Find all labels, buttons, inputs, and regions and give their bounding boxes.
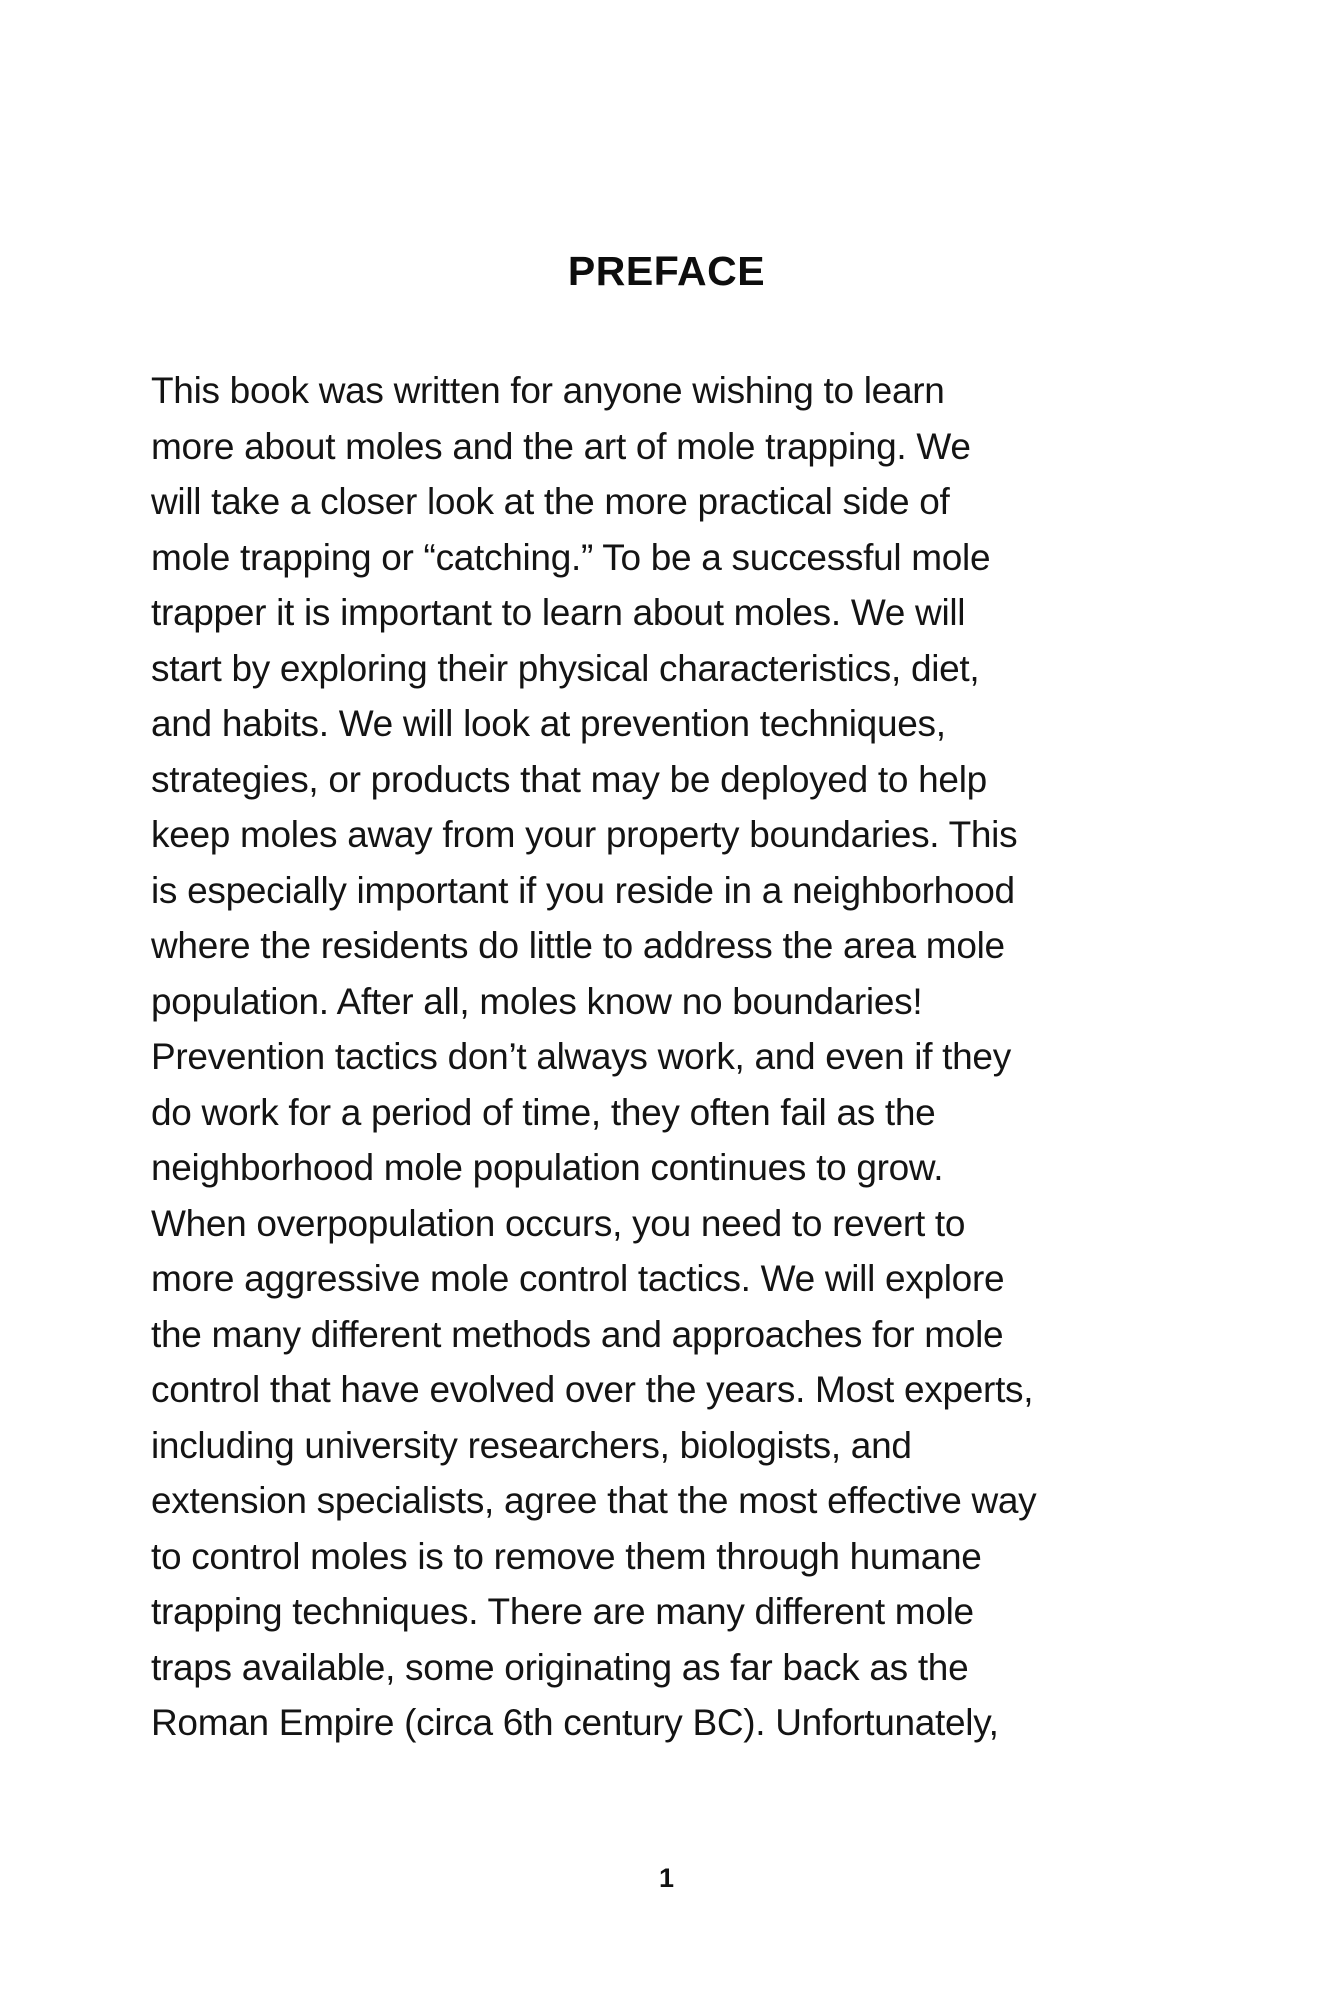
body-line: where the residents do little to address the area mole [151, 925, 1005, 966]
preface-body [151, 363, 1211, 1751]
body-line: neighborhood mole population continues to grow. [151, 1147, 944, 1188]
body-line: do work for a period of time, they often fail as the [151, 1091, 936, 1133]
body-line: This book was written for anyone wishing to learn [151, 370, 945, 411]
body-line: start by exploring their physical characteristics, diet, [151, 647, 980, 689]
body-line: Prevention tactics don’t always work, and even if they [151, 1036, 1011, 1077]
body-line: trapper it is important to learn about moles. We will [151, 592, 966, 633]
body-line: control that have evolved over the years. Most experts, [151, 1369, 1034, 1410]
body-line: the many different methods and approaches for mole [151, 1313, 1004, 1355]
body-line: extension specialists, agree that the most effective way [151, 1480, 1037, 1521]
body-line: is especially important if you reside in a neighborhood [151, 869, 1015, 911]
body-line: including university researchers, biologists, and [151, 1424, 912, 1466]
body-line: trapping techniques. There are many different mole [151, 1591, 974, 1632]
chapter-heading: PREFACE [567, 248, 766, 294]
body-line: traps available, some originating as far back as the [151, 1646, 969, 1688]
body-line: strategies, or products that may be deployed to help [151, 758, 987, 800]
body-line: more about moles and the art of mole trapping. We [151, 425, 971, 467]
body-line: more aggressive mole control tactics. We will explore [151, 1258, 1005, 1299]
body-line: Roman Empire (circa 6th century BC). Unfortunately, [151, 1702, 999, 1743]
page-number: 1 [658, 1863, 675, 1893]
body-line: population. After all, moles know no boundaries! [151, 980, 923, 1022]
body-line: When overpopulation occurs, you need to revert to [151, 1202, 966, 1244]
body-line: will take a closer look at the more practical side of [151, 481, 950, 522]
body-line: keep moles away from your property boundaries. This [151, 814, 1018, 855]
body-line: mole trapping or “catching.” To be a successful mole [151, 536, 991, 578]
body-line: and habits. We will look at prevention techniques, [151, 703, 946, 744]
body-line: to control moles is to remove them through humane [151, 1535, 982, 1577]
